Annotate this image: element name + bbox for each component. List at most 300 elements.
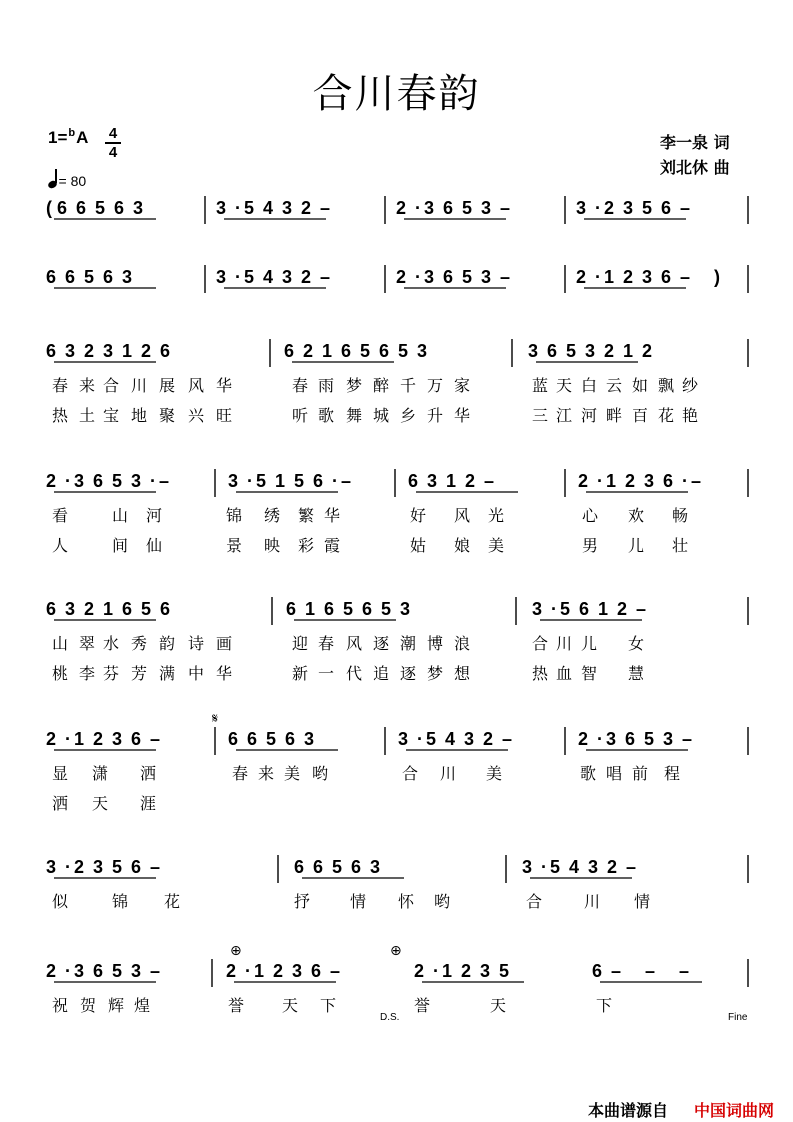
note: 1: [606, 471, 617, 491]
note: 5: [244, 198, 255, 218]
note: 1: [275, 471, 286, 491]
hold-dash: –: [484, 471, 495, 491]
note: 4: [263, 267, 274, 287]
note: 6: [443, 267, 454, 287]
lyric-char: 纱: [682, 376, 699, 395]
hold-dash: –: [320, 267, 331, 287]
aug-dot: ·: [682, 471, 688, 491]
note: 6: [57, 198, 68, 218]
lyric-char: 春: [52, 376, 69, 395]
lyric-char: 男: [582, 536, 599, 555]
lyric-char: 宝: [103, 406, 120, 425]
note: 6: [228, 729, 239, 749]
aug-dot: ·: [150, 471, 156, 491]
lyric-char: 一: [318, 664, 335, 683]
lyric-char: 儿: [628, 536, 645, 555]
note: 2: [396, 198, 407, 218]
note: 2: [414, 961, 425, 981]
lyric-char: 春: [232, 764, 249, 783]
note: 5: [332, 857, 343, 877]
lyric-char: 千: [400, 376, 417, 395]
lyric-char: 乡: [400, 406, 417, 425]
hold-dash: –: [682, 729, 693, 749]
coda-icon: ⊕: [230, 943, 242, 959]
note: 2: [273, 961, 284, 981]
lyric-char: 逐: [400, 664, 417, 683]
lyric-char: 花: [658, 406, 675, 425]
lyric-char: 天: [490, 996, 507, 1015]
hold-dash: –: [611, 961, 622, 981]
lyric-char: 如: [632, 376, 649, 395]
note: 6: [160, 599, 171, 619]
lyric-char: 芳: [131, 664, 148, 683]
lyric-char: 梦: [346, 376, 363, 395]
note: 3: [480, 961, 491, 981]
fine-marking: Fine: [728, 1012, 748, 1023]
lyric-char: 风: [346, 634, 363, 653]
note: 3: [131, 961, 142, 981]
aug-dot: ·: [551, 599, 557, 619]
note: 1: [598, 599, 609, 619]
lyric-char: 蓝: [532, 376, 549, 395]
lyric-char: 锦: [226, 506, 243, 525]
note: 6: [313, 471, 324, 491]
note: 6: [122, 599, 133, 619]
note: 2: [483, 729, 494, 749]
aug-dot: ·: [65, 857, 71, 877]
lyric-char: 誉: [228, 996, 245, 1015]
note: 1: [623, 341, 634, 361]
note: 2: [465, 471, 476, 491]
lyric-char: 情: [634, 892, 651, 911]
lyric-char: 城: [373, 406, 390, 425]
note: 1: [122, 341, 133, 361]
lyric-char: 美: [486, 764, 503, 783]
note: 3: [424, 198, 435, 218]
note: 6: [65, 267, 76, 287]
lyric-char: 飘: [658, 376, 675, 395]
note: 3: [398, 729, 409, 749]
aug-dot: ·: [235, 198, 241, 218]
note: 5: [550, 857, 561, 877]
lyric-char: 代: [346, 664, 363, 683]
note: 3: [522, 857, 533, 877]
composer-credit: 刘北休 曲: [660, 158, 730, 177]
lyric-char: 光: [488, 506, 505, 525]
aug-dot: ·: [415, 267, 421, 287]
note: 3: [74, 961, 85, 981]
lyric-char: 山: [112, 506, 129, 525]
lyric-char: 天: [556, 376, 573, 395]
note: 3: [282, 198, 293, 218]
lyric-char: 万: [427, 376, 444, 395]
note: 1: [322, 341, 333, 361]
note: 5: [642, 198, 653, 218]
note: 6: [579, 599, 590, 619]
lyric-char: 秀: [131, 634, 148, 653]
note: 2: [84, 341, 95, 361]
lyric-char: 旺: [216, 406, 233, 425]
note: 5: [566, 341, 577, 361]
lyric-char: 川: [584, 892, 601, 911]
note: 1: [442, 961, 453, 981]
lyric-char: 兴: [188, 406, 205, 425]
note: 5: [462, 198, 473, 218]
hold-dash: –: [679, 961, 690, 981]
note: 5: [84, 267, 95, 287]
note: 6: [247, 729, 258, 749]
aug-dot: ·: [415, 198, 421, 218]
lyric-char: 逐: [373, 634, 390, 653]
lyric-char: 白: [581, 376, 598, 395]
aug-dot: ·: [541, 857, 547, 877]
aug-dot: ·: [65, 961, 71, 981]
hold-dash: –: [500, 198, 511, 218]
time-signature-bottom: 4: [108, 144, 118, 161]
lyric-char: 霞: [324, 536, 341, 555]
note: 6: [46, 599, 57, 619]
note: 3: [65, 599, 76, 619]
note: 3: [282, 267, 293, 287]
note: 3: [133, 198, 144, 218]
lyric-char: 锦: [112, 892, 129, 911]
lyric-char: 新: [292, 664, 309, 683]
lyric-char: 家: [454, 376, 471, 395]
note: 3: [532, 599, 543, 619]
hold-dash: –: [691, 471, 702, 491]
lyric-char: 风: [188, 376, 205, 395]
note: 6: [294, 857, 305, 877]
note: 5: [398, 341, 409, 361]
lyric-char: 景: [226, 536, 243, 555]
lyric-char: 春: [292, 376, 309, 395]
lyric-char: 间: [112, 536, 129, 555]
ds-marking: D.S.: [380, 1012, 400, 1023]
hold-dash: –: [150, 961, 161, 981]
note: 2: [578, 471, 589, 491]
lyric-char: 人: [52, 536, 69, 555]
aug-dot: ·: [417, 729, 423, 749]
lyric-char: 春: [318, 634, 335, 653]
key-prefix: 1=: [48, 128, 68, 147]
lyric-char: 天: [92, 794, 109, 813]
note: 5: [294, 471, 305, 491]
note: 5: [266, 729, 277, 749]
lyric-char: 三: [532, 406, 549, 425]
lyric-char: 好: [410, 506, 427, 525]
lyric-char: 哟: [434, 892, 451, 911]
note: 3: [216, 198, 227, 218]
lyric-char: 河: [581, 406, 598, 425]
lyric-char: 河: [146, 506, 163, 525]
lyric-char: 誉: [414, 996, 431, 1015]
hold-dash: –: [502, 729, 513, 749]
segno-icon: 𝄋: [212, 711, 219, 727]
aug-dot: ·: [247, 471, 253, 491]
hold-dash: –: [500, 267, 511, 287]
lyric-char: 升: [427, 406, 444, 425]
lyric-char: 洒: [140, 764, 157, 783]
lyric-char: 显: [52, 764, 69, 783]
note: 3: [417, 341, 428, 361]
note: 2: [46, 961, 57, 981]
lyric-char: 花: [164, 892, 181, 911]
lyric-char: 天: [282, 996, 299, 1015]
hold-dash: –: [150, 857, 161, 877]
lyric-char: 歌: [318, 406, 335, 425]
footer-site-link[interactable]: 中国词曲网: [694, 1101, 775, 1120]
lyric-char: 似: [52, 892, 69, 911]
note: 2: [607, 857, 618, 877]
lyric-char: 浪: [454, 634, 471, 653]
note: 3: [663, 729, 674, 749]
note: 4: [569, 857, 580, 877]
note: 3: [642, 267, 653, 287]
lyric-char: 翠: [79, 634, 96, 653]
note: 6: [625, 729, 636, 749]
note: 2: [461, 961, 472, 981]
note: 6: [379, 341, 390, 361]
note: 3: [74, 471, 85, 491]
lyric-char: 畅: [672, 506, 689, 525]
lyric-char: 潇: [92, 764, 109, 783]
note: 3: [528, 341, 539, 361]
note: 5: [112, 857, 123, 877]
note: 6: [661, 267, 672, 287]
note: 6: [547, 341, 558, 361]
note: 5: [381, 599, 392, 619]
lyric-char: 姑: [410, 536, 427, 555]
lyric-char: 美: [488, 536, 505, 555]
note: 6: [131, 729, 142, 749]
note: 1: [305, 599, 316, 619]
lyric-char: 繁: [298, 506, 315, 525]
aug-dot: ·: [65, 729, 71, 749]
note: 6: [103, 267, 114, 287]
tempo-value: = 80: [58, 173, 87, 189]
lyric-char: 画: [216, 634, 233, 653]
note: 2: [301, 267, 312, 287]
note: 3: [424, 267, 435, 287]
note: 6: [93, 961, 104, 981]
note: 5: [256, 471, 267, 491]
lyric-char: 山: [52, 634, 69, 653]
note: 4: [445, 729, 456, 749]
lyric-char: 地: [131, 406, 148, 425]
aug-dot: ·: [65, 471, 71, 491]
note: 3: [131, 471, 142, 491]
note: 2: [93, 729, 104, 749]
lyric-char: 祝: [52, 996, 69, 1015]
lyric-char: 洒: [52, 794, 69, 813]
lyric-char: 看: [52, 506, 69, 525]
lyric-char: 辉: [108, 996, 125, 1015]
time-signature-top: 4: [108, 125, 118, 142]
note: 1: [254, 961, 265, 981]
lyric-char: 桃: [52, 664, 69, 683]
note: 2: [642, 341, 653, 361]
lyric-char: 华: [454, 406, 471, 425]
lyric-char: 醉: [373, 376, 390, 395]
lyric-char: 博: [427, 634, 444, 653]
hold-dash: –: [645, 961, 656, 981]
footer-source: 本曲谱源自: [588, 1101, 669, 1120]
lyric-char: 抒: [294, 892, 311, 911]
lyric-char: 诗: [188, 634, 205, 653]
lyric-char: 风: [454, 506, 471, 525]
note: 3: [464, 729, 475, 749]
lyric-char: 雨: [318, 376, 335, 395]
lyric-char: 追: [373, 664, 390, 683]
note: 2: [46, 729, 57, 749]
note: 5: [95, 198, 106, 218]
lyric-char: 华: [324, 506, 341, 525]
lyric-char: 程: [664, 764, 681, 783]
hold-dash: –: [330, 961, 341, 981]
note: 6: [313, 857, 324, 877]
note: 6: [324, 599, 335, 619]
lyric-char: 映: [264, 536, 281, 555]
note: 2: [604, 341, 615, 361]
key-note: A: [76, 128, 89, 147]
note: 2: [46, 471, 57, 491]
aug-dot: ·: [597, 471, 603, 491]
note: 3: [427, 471, 438, 491]
hold-dash: –: [626, 857, 637, 877]
aug-dot: ·: [235, 267, 241, 287]
lyric-char: 唱: [606, 764, 623, 783]
note: 3: [65, 341, 76, 361]
note: 2: [303, 341, 314, 361]
hold-dash: –: [150, 729, 161, 749]
note: 6: [46, 267, 57, 287]
lyric-char: 合: [532, 634, 549, 653]
aug-dot: ·: [595, 198, 601, 218]
lyric-char: 华: [216, 376, 233, 395]
note: 5: [360, 341, 371, 361]
note: 6: [311, 961, 322, 981]
lyric-char: 涯: [140, 794, 157, 813]
lyric-char: 来: [79, 376, 96, 395]
lyric-char: 水: [103, 634, 120, 653]
lyric-char: 慧: [628, 664, 645, 683]
lyric-char: 煌: [134, 996, 151, 1015]
note: 6: [362, 599, 373, 619]
note: 6: [286, 599, 297, 619]
aug-dot: ·: [595, 267, 601, 287]
note: 5: [244, 267, 255, 287]
song-title: 合川春韵: [312, 71, 481, 117]
note: 5: [644, 729, 655, 749]
lyric-char: 女: [628, 634, 645, 653]
note: 3: [370, 857, 381, 877]
lyric-char: 彩: [298, 536, 315, 555]
hold-dash: –: [680, 267, 691, 287]
lyric-char: 心: [582, 506, 599, 525]
lyric-char: 合: [526, 892, 543, 911]
lyric-char: 欢: [628, 506, 645, 525]
lyric-char: 合: [103, 376, 120, 395]
note: 3: [585, 341, 596, 361]
lyric-char: 川: [440, 764, 457, 783]
note: 6: [408, 471, 419, 491]
note: ): [714, 267, 720, 287]
lyric-char: 血: [556, 664, 573, 683]
lyric-char: 潮: [400, 634, 417, 653]
note: 3: [228, 471, 239, 491]
note: 3: [644, 471, 655, 491]
note: 2: [604, 198, 615, 218]
lyric-char: 韵: [159, 634, 176, 653]
hold-dash: –: [159, 471, 170, 491]
lyric-char: 芬: [103, 664, 120, 683]
lyric-char: 江: [556, 406, 573, 425]
note: 1: [446, 471, 457, 491]
lyric-char: 聚: [159, 406, 176, 425]
note: 2: [301, 198, 312, 218]
note: (: [46, 198, 52, 218]
lyric-char: 梦: [427, 664, 444, 683]
note: 6: [285, 729, 296, 749]
note: 2: [226, 961, 237, 981]
hold-dash: –: [320, 198, 331, 218]
note: 3: [292, 961, 303, 981]
lyric-char: 智: [581, 664, 598, 683]
note: 2: [617, 599, 628, 619]
note: 3: [93, 857, 104, 877]
hold-dash: –: [341, 471, 352, 491]
note: 3: [46, 857, 57, 877]
lyric-char: 听: [292, 406, 309, 425]
lyric-char: 壮: [672, 536, 689, 555]
note: 3: [112, 729, 123, 749]
note: 3: [623, 198, 634, 218]
lyric-char: 合: [402, 764, 419, 783]
lyric-char: 娘: [454, 536, 471, 555]
lyric-char: 仙: [146, 536, 163, 555]
note: 3: [481, 267, 492, 287]
note: 5: [112, 961, 123, 981]
aug-dot: ·: [245, 961, 251, 981]
lyric-char: 前: [632, 764, 649, 783]
lyric-char: 川: [556, 634, 573, 653]
note: 3: [216, 267, 227, 287]
note: 5: [560, 599, 571, 619]
note: 6: [131, 857, 142, 877]
note: 2: [623, 267, 634, 287]
lyric-char: 来: [258, 764, 275, 783]
lyric-char: 想: [454, 664, 471, 683]
lyric-char: 艳: [682, 406, 699, 425]
note: 3: [400, 599, 411, 619]
lyric-char: 云: [606, 376, 623, 395]
lyric-char: 绣: [264, 506, 281, 525]
lyric-char: 哟: [312, 764, 329, 783]
note: 3: [304, 729, 315, 749]
note: 3: [103, 341, 114, 361]
note: 6: [661, 198, 672, 218]
note: 4: [263, 198, 274, 218]
lyric-char: 舞: [346, 406, 363, 425]
hold-dash: –: [636, 599, 647, 619]
flat-sign: b: [68, 127, 76, 139]
note: 6: [663, 471, 674, 491]
lyricist-credit: 李一泉 词: [660, 133, 730, 152]
note: 6: [114, 198, 125, 218]
note: 5: [141, 599, 152, 619]
lyric-char: 下: [320, 996, 337, 1015]
note: 6: [351, 857, 362, 877]
